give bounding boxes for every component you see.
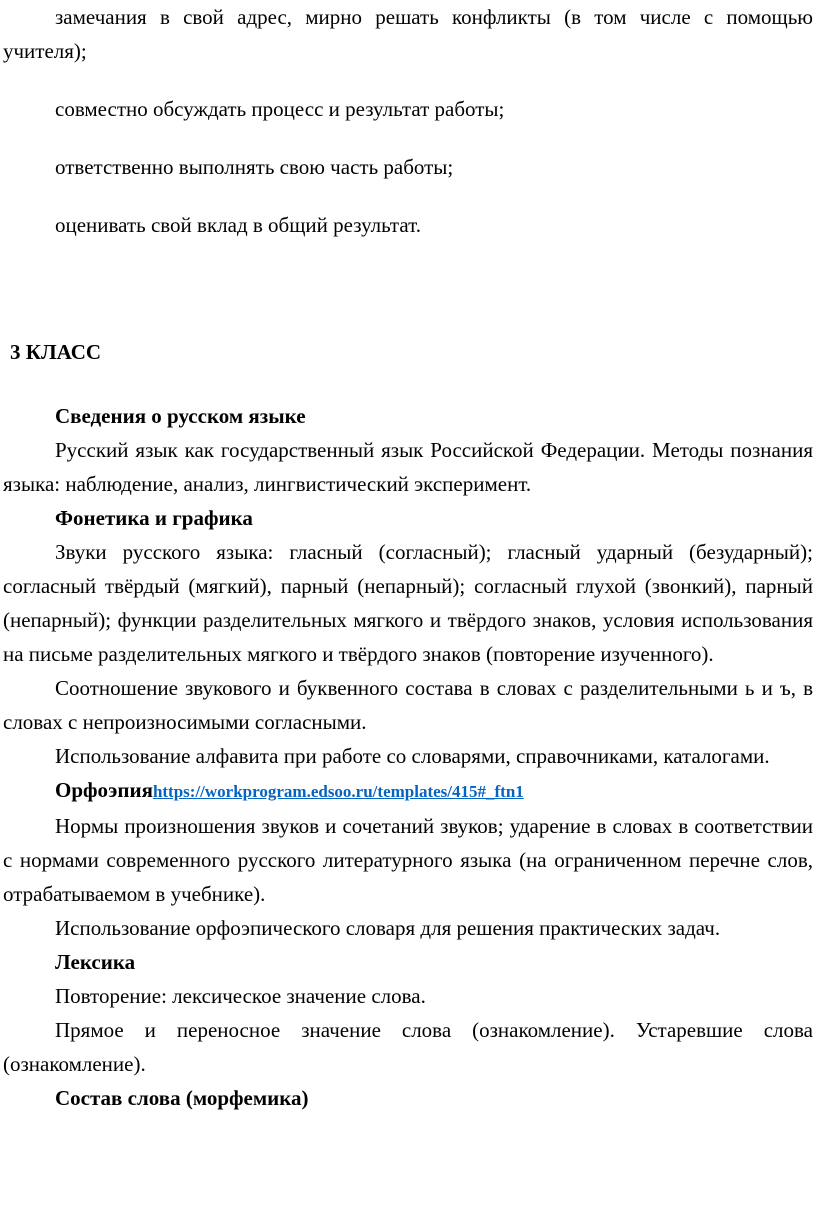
heading-sostav-slova: Состав слова (морфемика) — [55, 1086, 309, 1110]
paragraph: Использование орфоэпического словаря для решения практических задач. — [55, 916, 721, 940]
paragraph: Повторение: лексическое значение слова. — [55, 984, 426, 1008]
section-title: 3 КЛАСС — [10, 340, 102, 364]
footnote-link[interactable]: https://workprogram.edsoo.ru/templates/415#_ftn1 — [152, 782, 524, 801]
paragraph: Звуки русского языка: гласный (согласный); гласный ударный (безударный); согласный твёрдый (мягкий), парный (непарный); согласный глухой (звонкий), парный (непарный); функции разделительных мягкого и твёрдого знаков, условия использования на письме разделительных мягкого и твёрдого знаков (повторение изученного). — [3, 540, 813, 666]
paragraph: Использование алфавита при работе со словарями, справочниками, каталогами. — [55, 744, 770, 768]
heading-fonetika: Фонетика и графика — [55, 506, 253, 530]
paragraph: Прямое и переносное значение слова (ознакомление). Устаревшие слова (ознакомление). — [3, 1018, 813, 1076]
paragraph: Русский язык как государственный язык Российской Федерации. Методы познания языка: наблюдение, анализ, лингвистический эксперимент. — [3, 438, 813, 496]
heading-orfoepiya-label: Орфоэпия — [55, 778, 153, 802]
paragraph: Нормы произношения звуков и сочетаний звуков; ударение в словах в соответствии с нормами современного русского литературного языка (на ограниченном перечне слов, отрабатываемом в учебнике). — [3, 814, 813, 906]
paragraph: замечания в свой адрес, мирно решать конфликты (в том числе с помощью учителя); — [3, 5, 813, 63]
heading-svedeniya: Сведения о русском языке — [55, 404, 306, 428]
paragraph: Соотношение звукового и буквенного состава в словах с разделительными ь и ъ, в словах с непроизносимыми согласными. — [3, 676, 813, 734]
list-item: ответственно выполнять свою часть работы; — [55, 155, 454, 179]
list-item: оценивать свой вклад в общий результат. — [55, 213, 421, 237]
list-item: совместно обсуждать процесс и результат работы; — [55, 97, 505, 121]
heading-leksika: Лексика — [55, 950, 136, 974]
heading-orfoepiya — [3, 773, 813, 809]
